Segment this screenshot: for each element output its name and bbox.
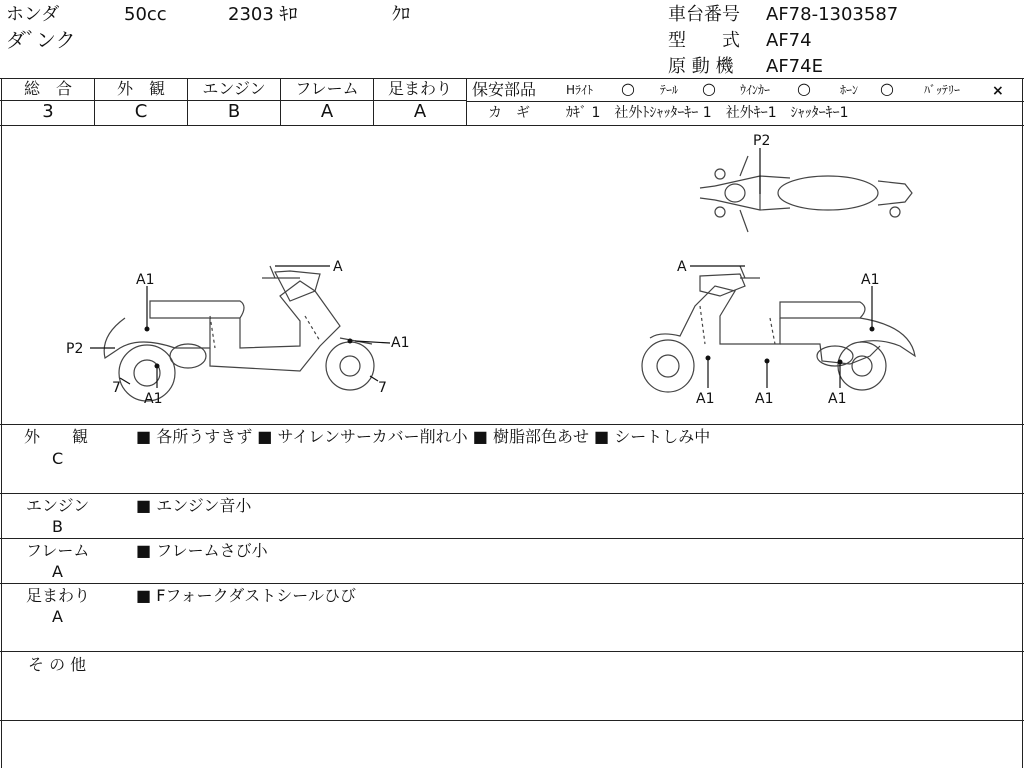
- safety-item-mark: ×: [992, 83, 1004, 99]
- remark-text: ■ 各所うすきず ■ サイレンサーカバー削れ小 ■ 樹脂部色あせ ■ シートしみ中: [136, 427, 711, 446]
- divider: [0, 493, 1024, 494]
- displacement: 50cc: [124, 4, 167, 25]
- key-label: カ ギ: [488, 105, 530, 121]
- divider: [0, 651, 1024, 652]
- exterior-label: 外 観: [116, 79, 165, 98]
- safety-label: 保安部品: [472, 80, 537, 99]
- safety-item-mark: ○: [880, 79, 894, 98]
- remark-label: エンジン: [26, 496, 90, 515]
- divider: [466, 78, 467, 125]
- top-view-icon: [700, 148, 912, 232]
- divider: [0, 538, 1024, 539]
- diagram-label: P2: [66, 341, 84, 357]
- diagram-label: A: [677, 259, 687, 275]
- safety-item-name: Hﾗｲﾄ: [566, 83, 594, 97]
- exterior-grade: C: [134, 101, 148, 122]
- engine-label: エンジン: [202, 79, 266, 98]
- safety-item-name: ﾎｰﾝ: [840, 83, 859, 97]
- overall-grade: 3: [42, 101, 54, 122]
- color: ｸﾛ: [392, 4, 410, 25]
- divider: [0, 424, 1024, 425]
- diagram-label: P2: [753, 133, 771, 149]
- frame-no-label: 車台番号: [668, 4, 740, 25]
- diagram-label: A1: [696, 391, 715, 407]
- remark-text: ■ エンジン音小: [136, 496, 252, 515]
- remark-label: 外 観: [24, 427, 89, 446]
- safety-item-name: ﾃｰﾙ: [660, 83, 679, 97]
- engine-type-label: 原 動 機: [668, 56, 734, 77]
- remark-grade: C: [52, 449, 64, 468]
- divider: [466, 101, 1024, 102]
- suspension-label: 足まわり: [387, 79, 452, 98]
- remark-grade: A: [52, 607, 63, 626]
- diagram-label: A1: [755, 391, 774, 407]
- frame-grade: A: [320, 101, 334, 122]
- safety-item-name: ｳｲﾝｶｰ: [740, 83, 771, 97]
- model-name: ダﾞンク: [6, 28, 76, 52]
- mileage: 2303 ｷﾛ: [228, 4, 298, 25]
- diagram-label: 7: [378, 380, 387, 396]
- key-value: ｶｷﾞ 1 社外ﾄｼｬｯﾀｰｷｰ 1 社外ｷｰ1 ｼｬｯﾀｰｷｰ1: [566, 105, 849, 121]
- divider: [0, 720, 1024, 721]
- diagram-label: A1: [828, 391, 847, 407]
- frame-no: AF78-1303587: [766, 4, 899, 25]
- remark-text: ■ フレームさび小: [136, 541, 268, 560]
- safety-item-name: ﾊﾞｯﾃﾘｰ: [924, 83, 961, 97]
- diagram-label: A1: [136, 272, 155, 288]
- left-side-view-icon: [90, 266, 390, 401]
- suspension-grade: A: [413, 101, 427, 122]
- remark-label: フレーム: [26, 541, 90, 560]
- safety-item-mark: ○: [702, 79, 716, 98]
- diagram-label: 7: [112, 380, 121, 396]
- type-label: 型 式: [668, 30, 740, 51]
- remark-label: 足まわり: [26, 586, 91, 605]
- safety-item-mark: ○: [621, 79, 635, 98]
- diagram-label: A1: [391, 335, 410, 351]
- remark-text: ■ Fフォークダストシールひび: [136, 586, 356, 605]
- remark-grade: A: [52, 562, 63, 581]
- type-value: AF74: [766, 30, 812, 51]
- remark-grade: B: [52, 517, 63, 536]
- diagram-label: A: [333, 259, 343, 275]
- maker: ホンダ: [6, 4, 60, 25]
- diagram-label: A1: [144, 391, 163, 407]
- safety-item-mark: ○: [797, 79, 811, 98]
- frame-label: フレーム: [295, 79, 359, 98]
- engine-type-value: AF74E: [766, 56, 823, 77]
- engine-grade: B: [227, 101, 241, 122]
- overall-label: 総 合: [23, 79, 72, 98]
- diagram-label: A1: [861, 272, 880, 288]
- remark-label: そ の 他: [28, 655, 87, 674]
- divider: [0, 583, 1024, 584]
